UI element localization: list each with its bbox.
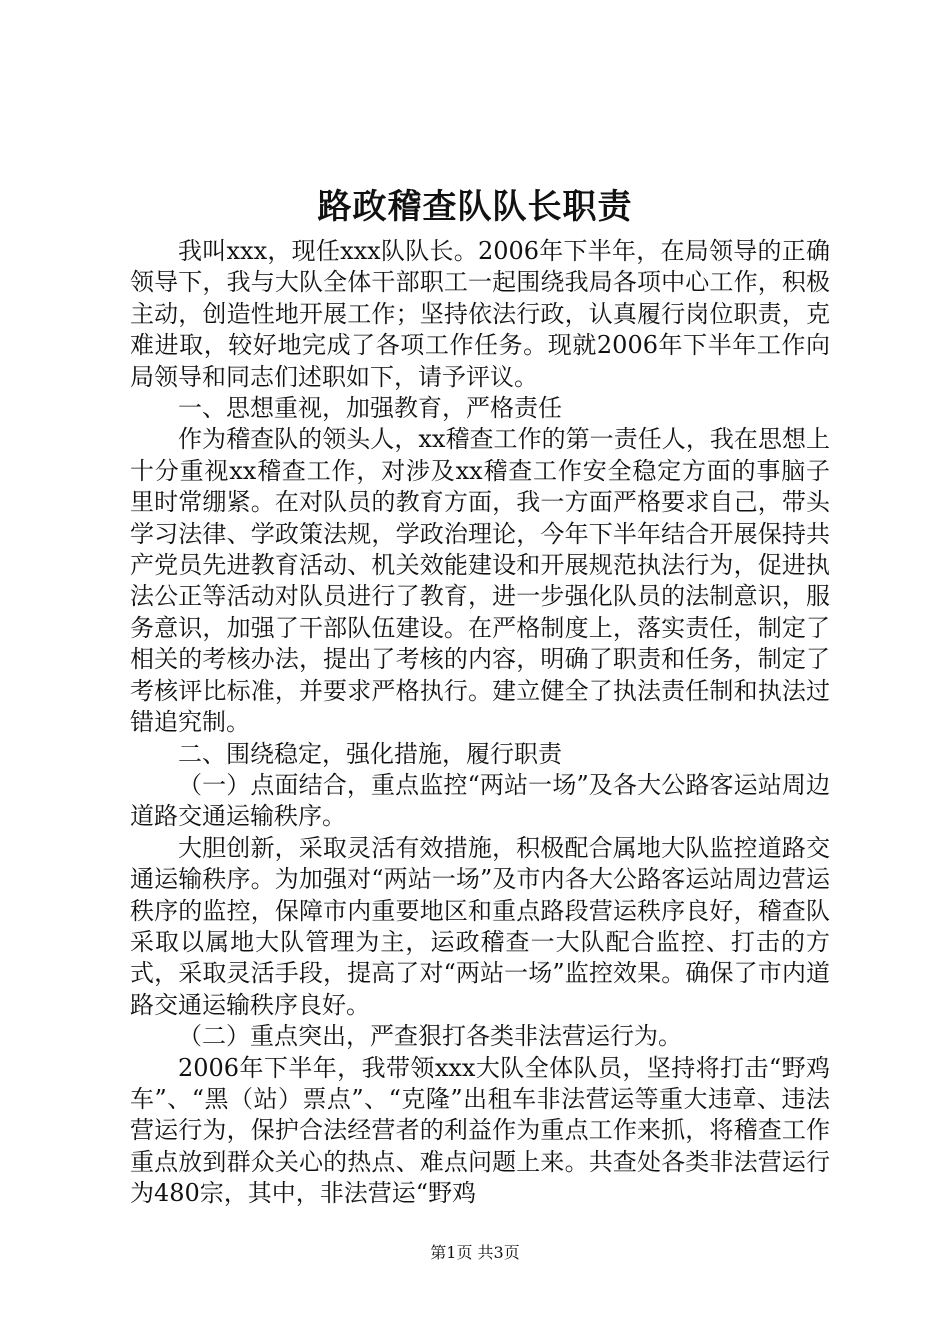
document-body xyxy=(130,236,830,1210)
document-title: 路政稽查队队长职责 xyxy=(317,187,633,227)
section-heading-1: 一、思想重视，加强教育，严格责任 xyxy=(178,394,562,423)
paragraph-intro: 我叫xxx，现任xxx队队长。2006年下半年，在局领导的正确领导下，我与大队全体干部职工一起围绕我局各项中心工作，积极主动，创造性地开展工作；坚持依法行政，认真履行岗位职责，克难进取，较好地完成了各项工作任务。现就2006年下半年工作向局领导和同志们述职如下，请予评议。 xyxy=(130,237,830,391)
subsection-heading-2: （二）重点突出，严查狠打各类非法营运行为。 xyxy=(178,1022,682,1051)
section-heading-2: 二、围绕稳定，强化措施，履行职责 xyxy=(178,739,562,768)
paragraph-subsection-1: 大胆创新，采取灵活有效措施，积极配合属地大队监控道路交通运输秩序。为加强对“两站一场”及市内各大公路客运站周边营运秩序的监控，保障市内重要地区和重点路段营运秩序良好，稽查队采取以属地大队管理为主，运政稽查一大队配合监控、打击的方式，采取灵活手段，提高了对“两站一场”监控效果。确保了市内道路交通运输秩序良好。 xyxy=(130,833,830,1019)
paragraph-section-1: 作为稽查队的领头人，xx稽查工作的第一责任人，我在思想上十分重视xx稽查工作，对涉及xx稽查工作安全稳定方面的事脑子里时常绷紧。在对队员的教育方面，我一方面严格要求自己，带头学习法律、学政策法规，学政治理论，今年下半年结合开展保持共产党员先进教育活动、机关效能建设和开展规范执法行为，促进执法公正等活动对队员进行了教育，进一步强化队员的法制意识，服务意识，加强了干部队伍建设。在严格制度上，落实责任，制定了相关的考核办法，提出了考核的内容，明确了职责和任务，制定了考核评比标准，并要求严格执行。建立健全了执法责任制和执法过错追究制。 xyxy=(130,425,830,737)
subsection-heading-1: （一）点面结合，重点监控“两站一场”及各大公路客运站周边道路交通运输秩序。 xyxy=(130,770,830,831)
paragraph-subsection-2: 2006年下半年，我带领xxx大队全体队员，坚持将打击“野鸡车”、“黑（站）票点”、“克隆”出租车非法营运等重大违章、违法营运行为，保护合法经营者的利益作为重点工作来抓，将稽查工作重点放到群众关心的热点、难点问题上来。共查处各类非法营运行为480宗，其中，非法营运“野鸡 xyxy=(130,1053,830,1208)
page-number-footer: 第1页 共3页 xyxy=(430,1243,520,1262)
